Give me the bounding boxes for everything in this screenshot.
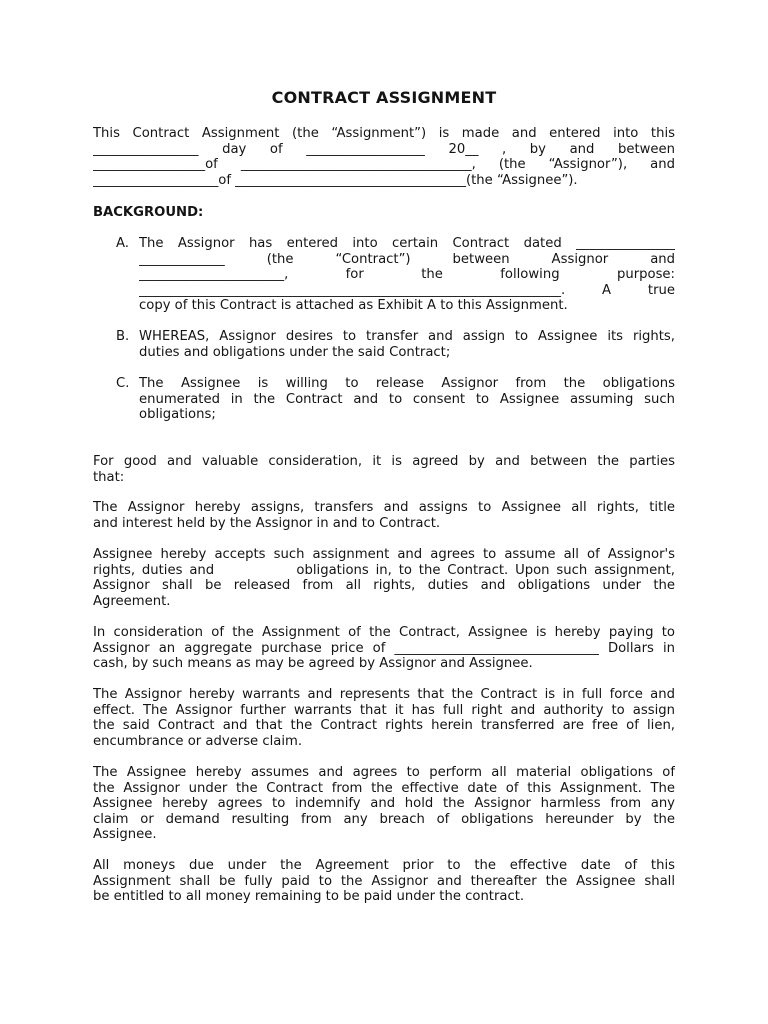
background-heading: BACKGROUND: — [93, 205, 204, 220]
body-paragraph — [93, 625, 675, 672]
recital-marker: C. — [116, 376, 130, 391]
body-paragraph — [93, 500, 675, 531]
body-paragraph — [93, 547, 675, 609]
text-line: Assignee. — [93, 827, 157, 843]
text-line: _____________ (the “Contract”) between Assignor and — [139, 251, 675, 267]
text-line: Assignor an aggregate purchase price of _______________________________ Dollars in — [93, 640, 675, 656]
text-line: rights, duties and obligations in, to the Contract. Upon such assignment, — [93, 562, 675, 578]
text-line: Assignor shall be released from all rights, duties and obligations under the — [93, 578, 675, 594]
body-paragraph — [93, 858, 675, 905]
text-line: claim or demand resulting from any breach of obligations hereunder by the — [93, 811, 675, 827]
text-line: ______________________, for the following purpose: — [139, 267, 675, 283]
text-line: The Assignee is willing to release Assignor from the obligations — [139, 376, 675, 391]
text-line: encumbrance or adverse claim. — [93, 733, 303, 749]
text-line: enumerated in the Contract and to consent to Assignee assuming such — [139, 391, 675, 407]
document-title: CONTRACT ASSIGNMENT — [271, 88, 497, 107]
text-line: This Contract Assignment (the “Assignment”) is made and entered into this — [93, 126, 675, 141]
text-line: be entitled to all money remaining to be paid under the contract. — [93, 889, 525, 905]
text-line: copy of this Contract is attached as Exhibit A to this Assignment. — [139, 298, 568, 314]
text-line: Assignee hereby accepts such assignment and agrees to assume all of Assignor's — [93, 547, 675, 562]
text-line: obligations; — [139, 407, 216, 423]
recital-marker: B. — [116, 329, 130, 344]
body-paragraph — [93, 765, 675, 843]
text-line: For good and valuable consideration, it is agreed by and between the parties — [93, 454, 675, 469]
text-line: the said Contract and that the Contract rights herein transferred are free of lien, — [93, 718, 675, 734]
text-line: cash, by such means as may be agreed by Assignor and Assignee. — [93, 656, 533, 672]
text-line: duties and obligations under the said Contract; — [139, 344, 451, 360]
text-line: The Assignee hereby assumes and agrees to perform all material obligations of — [93, 765, 675, 780]
text-line: WHEREAS, Assignor desires to transfer and assign to Assignee its rights, — [139, 329, 675, 344]
text-line: Agreement. — [93, 593, 171, 609]
recital-marker: A. — [116, 236, 129, 251]
body-paragraph — [93, 687, 675, 749]
text-line: effect. The Assignor further warrants that it has full right and authority to assign — [93, 702, 675, 718]
text-line: The Assignor hereby warrants and represents that the Contract is in full force and — [93, 687, 675, 702]
text-line: ________________ day of __________________ 20__ , by and between — [93, 141, 675, 157]
text-line: _________________of ___________________________________, (the “Assignor”), and — [93, 157, 675, 173]
text-line: and interest held by the Assignor in and to Contract. — [93, 515, 441, 531]
text-line: All moneys due under the Agreement prior to the effective date of this — [93, 858, 675, 873]
text-line: The Assignor hereby assigns, transfers and assigns to Assignee all rights, title — [93, 500, 675, 515]
text-line: The Assignor has entered into certain Contract dated _______________ — [139, 236, 675, 251]
text-line: ________________________________________________________________. A true — [139, 282, 675, 298]
intro-paragraph — [93, 126, 675, 188]
text-line: ___________________of ___________________________________(the “Assignee”). — [93, 172, 578, 188]
text-line: Assignment shall be fully paid to the Assignor and thereafter the Assignee shall — [93, 873, 675, 889]
text-line: the Assignor under the Contract from the effective date of this Assignment. The — [93, 780, 675, 796]
text-line: Assignee hereby agrees to indemnify and hold the Assignor harmless from any — [93, 796, 675, 812]
text-line: In consideration of the Assignment of the Contract, Assignee is hereby paying to — [93, 625, 675, 640]
text-line: that: — [93, 469, 125, 485]
body-paragraph — [93, 454, 675, 485]
